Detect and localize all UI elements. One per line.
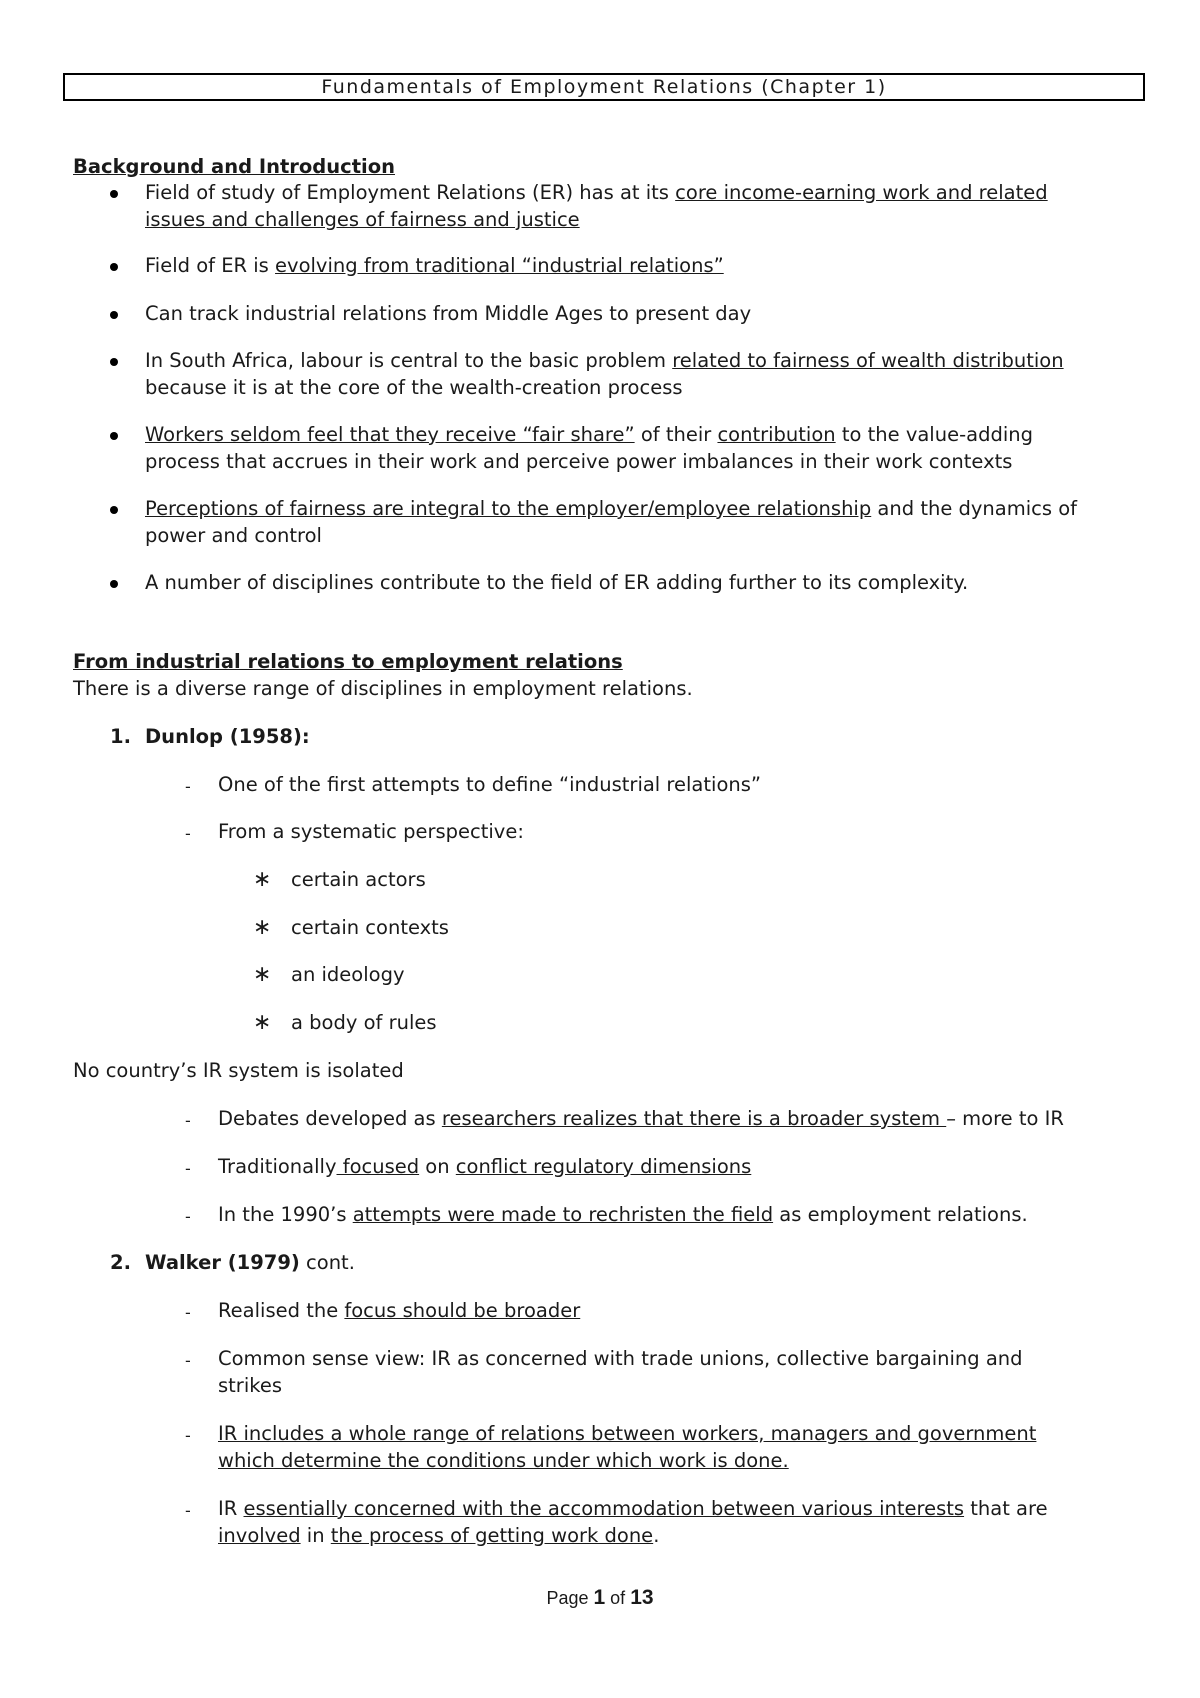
list-number-1: 1. [110,725,131,748]
para-isolated: No country’s IR system is isolated [73,1059,404,1082]
item-1-dash-2: From a systematic perspective: [218,820,524,843]
star-item-1: certain actors [291,868,426,891]
of-word: of [605,1588,631,1608]
bullet-6-line-2: power and control [145,524,322,547]
page-number: 1 [593,1586,606,1609]
dash-icon: - [185,777,191,796]
bullet-icon [110,432,118,440]
item-2-dash-1: Realised the focus should be broader [218,1299,581,1322]
page-footer [0,1586,1200,1610]
bullet-3: Can track industrial relations from Middle Ages to present day [145,302,752,325]
dash-icon: - [185,1351,191,1370]
dash-icon: - [185,1501,191,1520]
item-2-title: Walker (1979) cont. [145,1251,355,1274]
page-word: Page [546,1588,594,1608]
document-title-box [63,73,1145,101]
bullet-icon [110,506,118,514]
dash-icon: - [185,824,191,843]
dash-icon: - [185,1207,191,1226]
dash-icon: - [185,1303,191,1322]
list-number-2: 2. [110,1251,131,1274]
dash-icon: - [185,1426,191,1445]
asterisk-icon: ∗ [253,867,272,892]
asterisk-icon: ∗ [253,1010,272,1035]
bullet-7: A number of disciplines contribute to the field of ER adding further to its complexity. [145,571,969,594]
bullet-2: Field of ER is evolving from traditional “industrial relations” [145,254,724,277]
dash-icon: - [185,1111,191,1130]
star-item-4: a body of rules [291,1011,437,1034]
section-heading-ir-to-er: From industrial relations to employment relations [73,650,623,673]
star-item-3: an ideology [291,963,405,986]
dash-1990s: In the 1990’s attempts were made to rechristen the field as employment relations. [218,1203,1028,1226]
section-intro: There is a diverse range of disciplines in employment relations. [73,677,693,700]
item-1-title: Dunlop (1958): [145,725,310,748]
bullet-5-line-2: process that accrues in their work and perceive power imbalances in their work contexts [145,450,1013,473]
item-2-dash-2-line-1: Common sense view: IR as concerned with trade unions, collective bargaining and [218,1347,1023,1370]
item-2-dash-3-line-2: which determine the conditions under which work is done. [218,1449,789,1472]
section-heading-background: Background and Introduction [73,155,395,178]
bullet-icon [110,580,118,588]
bullet-4-line-2: because it is at the core of the wealth-creation process [145,376,683,399]
item-2-dash-4-line-2: involved in the process of getting work done. [218,1524,660,1547]
page-total: 13 [630,1586,654,1609]
bullet-icon [110,311,118,319]
bullet-icon [110,358,118,366]
bullet-1-line-2: issues and challenges of fairness and justice [145,208,580,231]
asterisk-icon: ∗ [253,915,272,940]
bullet-4-line-1: In South Africa, labour is central to the basic problem related to fairness of wealth distribution [145,349,1064,372]
bullet-1-line-1: Field of study of Employment Relations (ER) has at its core income-earning work and related [145,181,1048,204]
item-1-dash-1: One of the first attempts to define “industrial relations” [218,773,761,796]
bullet-icon [110,190,118,198]
star-item-2: certain contexts [291,916,449,939]
bullet-5-line-1: Workers seldom feel that they receive “fair share” of their contribution to the value-adding [145,423,1033,446]
document-title: Fundamentals of Employment Relations (Chapter 1) [321,76,887,98]
asterisk-icon: ∗ [253,962,272,987]
dash-debates: Debates developed as researchers realizes that there is a broader system – more to IR [218,1107,1064,1130]
item-2-dash-2-line-2: strikes [218,1374,282,1397]
dash-traditionally: Traditionally focused on conflict regulatory dimensions [218,1155,752,1178]
item-2-dash-3-line-1: IR includes a whole range of relations between workers, managers and government [218,1422,1037,1445]
bullet-icon [110,263,118,271]
dash-icon: - [185,1159,191,1178]
bullet-6-line-1: Perceptions of fairness are integral to the employer/employee relationship and the dynamics of [145,497,1078,520]
item-2-dash-4-line-1: IR essentially concerned with the accommodation between various interests that are [218,1497,1048,1520]
